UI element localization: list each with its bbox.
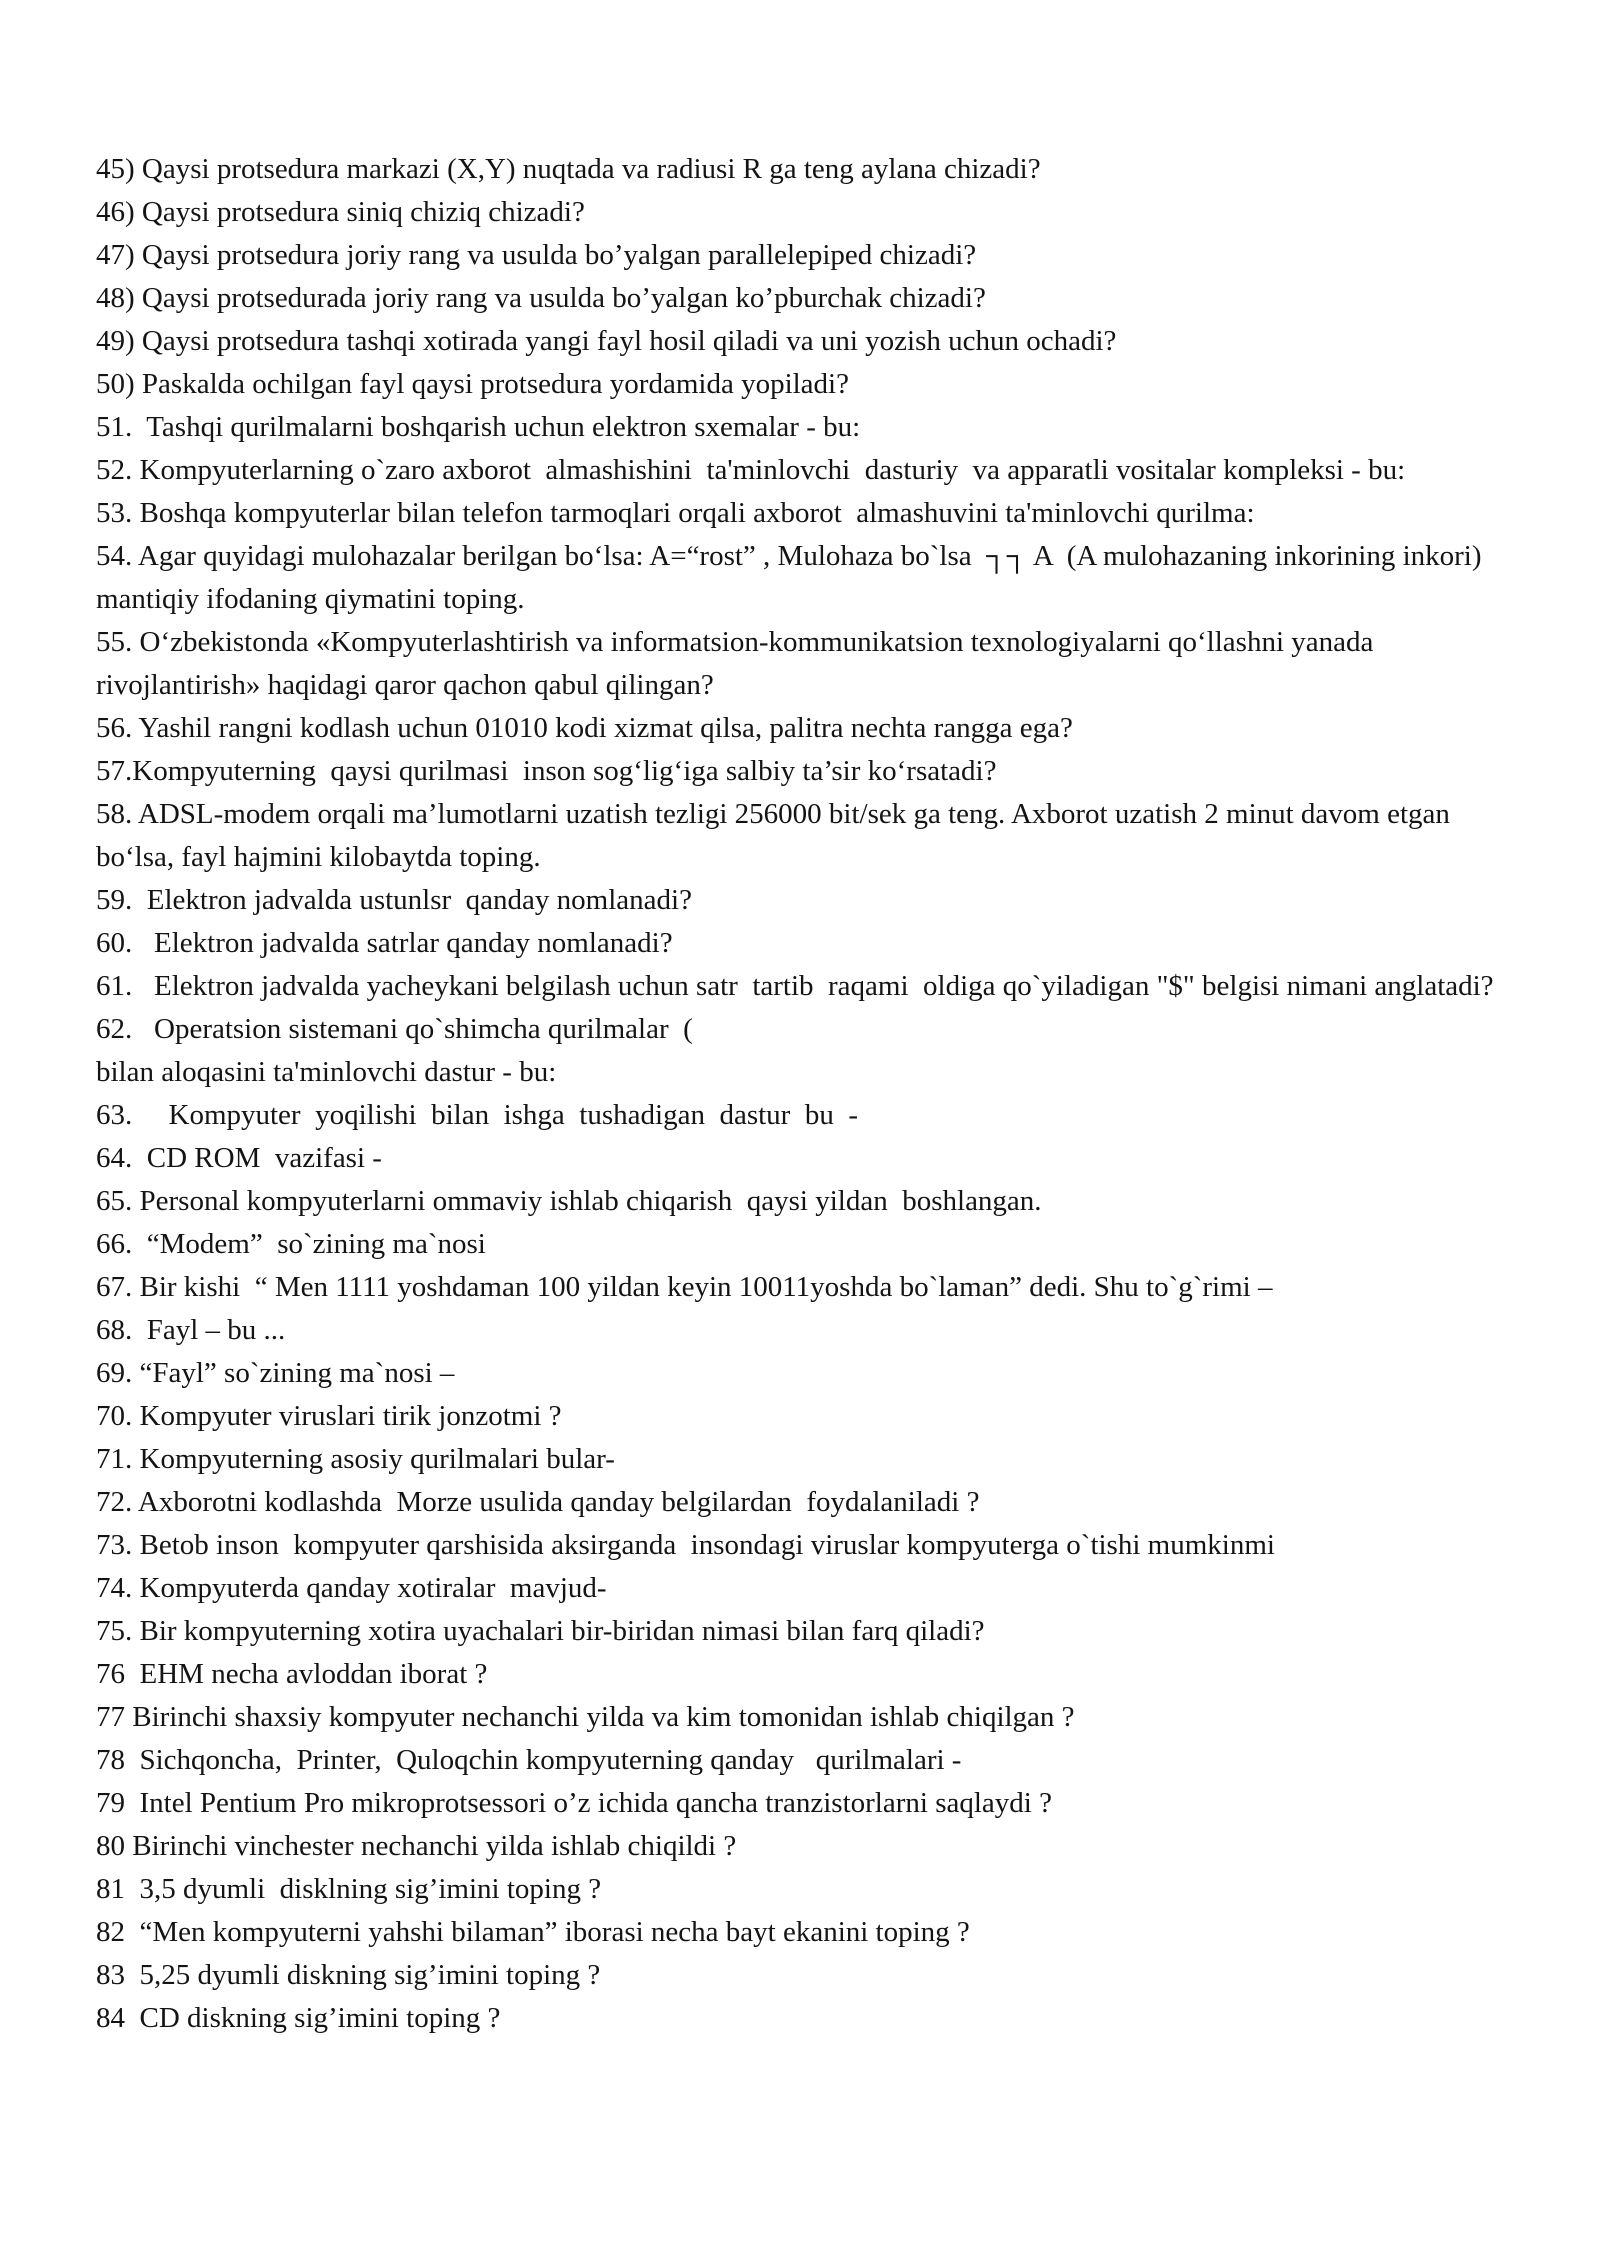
question-59: 59. Elektron jadvalda ustunlsr qanday nomlanadi?	[96, 884, 692, 916]
question-74: 74. Kompyuterda qanday xotiralar mavjud-	[96, 1572, 607, 1604]
question-83: 83 5,25 dyumli diskning sig’imini toping ?	[96, 1959, 601, 1991]
question-76: 76 EHM necha avloddan iborat ?	[96, 1658, 488, 1690]
question-57: 57.Kompyuterning qaysi qurilmasi inson sog‘lig‘iga salbiy ta’sir ko‘rsatadi?	[96, 755, 997, 787]
question-49: 49) Qaysi protsedura tashqi xotirada yangi fayl hosil qiladi va uni yozish uchun ochadi?	[96, 325, 1117, 357]
question-79: 79 Intel Pentium Pro mikroprotsessori o’z ichida qancha tranzistorlarni saqlaydi ?	[96, 1787, 1052, 1819]
question-65: 65. Personal kompyuterlarni ommaviy ishlab chiqarish qaysi yildan boshlangan.	[96, 1185, 1042, 1217]
question-64: 64. CD ROM vazifasi -	[96, 1142, 382, 1174]
question-67: 67. Bir kishi “ Men 1111 yoshdaman 100 yildan keyin 10011yoshda bo`laman” dedi. Shu to`g`rimi –	[96, 1271, 1273, 1303]
question-46: 46) Qaysi protsedura siniq chiziq chizadi?	[96, 196, 585, 228]
question-51: 51. Tashqi qurilmalarni boshqarish uchun elektron sxemalar - bu:	[96, 411, 861, 443]
question-71: 71. Kompyuterning asosiy qurilmalari bular-	[96, 1443, 615, 1475]
question-62: 62. Operatsion sistemani qo`shimcha qurilmalar (	[96, 1013, 693, 1045]
question-72: 72. Axborotni kodlashda Morze usulida qanday belgilardan foydalaniladi ?	[96, 1486, 980, 1518]
question-73: 73. Betob inson kompyuter qarshisida aksirganda insondagi viruslar kompyuterga o`tishi mumkinmi	[96, 1529, 1275, 1561]
question-80: 80 Birinchi vinchester nechanchi yilda ishlab chiqildi ?	[96, 1830, 737, 1862]
question-75: 75. Bir kompyuterning xotira uyachalari bir-biridan nimasi bilan farq qiladi?	[96, 1615, 985, 1647]
question-84: 84 CD diskning sig’imini toping ?	[96, 2002, 501, 2034]
question-68: 68. Fayl – bu ...	[96, 1314, 286, 1346]
question-77: 77 Birinchi shaxsiy kompyuter nechanchi yilda va kim tomonidan ishlab chiqilgan ?	[96, 1701, 1075, 1733]
question-48: 48) Qaysi protsedurada joriy rang va usulda bo’yalgan ko’pburchak chizadi?	[96, 282, 986, 314]
question-52: 52. Kompyuterlarning o`zaro axborot almashishini ta'minlovchi dasturiy va apparatli vositalar kompleksi - bu:	[96, 454, 1406, 486]
question-45: 45) Qaysi protsedura markazi (X,Y) nuqtada va radiusi R ga teng aylana chizadi?	[96, 153, 1041, 185]
question-69: 69. “Fayl” so`zining ma`nosi –	[96, 1357, 455, 1389]
question-62-continued: bilan aloqasini ta'minlovchi dastur - bu:	[96, 1056, 557, 1088]
question-58: 58. ADSL-modem orqali ma’lumotlarni uzatish tezligi 256000 bit/sek ga teng. Axborot uzatish 2 minut davom etgan bo‘lsa, fayl hajmini kilobaytda toping.	[96, 798, 1458, 873]
question-81: 81 3,5 dyumli disklning sig’imini toping ?	[96, 1873, 602, 1905]
question-54: 54. Agar quyidagi mulohazalar berilgan bo‘lsa: A=“rost” , Mulohaza bo`lsa ┐┐ A (A mulohazaning inkorining inkori) mantiqiy ifodaning qiymatini toping.	[96, 540, 1489, 615]
question-61: 61. Elektron jadvalda yacheykani belgilash uchun satr tartib raqami oldiga qo`yiladigan "$" belgisi nimani anglatadi?	[96, 970, 1494, 1002]
question-78: 78 Sichqoncha, Printer, Quloqchin kompyuterning qanday qurilmalari -	[96, 1744, 962, 1776]
question-47: 47) Qaysi protsedura joriy rang va usulda bo’yalgan parallelepiped chizadi?	[96, 239, 977, 271]
question-66: 66. “Modem” so`zining ma`nosi	[96, 1228, 486, 1260]
question-55: 55. O‘zbekistonda «Kompyuterlashtirish va informatsion-kommunikatsion texnologiyalarni qo‘llashni yanada rivojlantirish» haqidagi qaror qachon qabul qilingan?	[96, 626, 1381, 701]
question-60: 60. Elektron jadvalda satrlar qanday nomlanadi?	[96, 927, 673, 959]
question-53: 53. Boshqa kompyuterlar bilan telefon tarmoqlari orqali axborot almashuvini ta'minlovchi qurilma:	[96, 497, 1255, 529]
question-list	[96, 148, 1516, 2040]
question-50: 50) Paskalda ochilgan fayl qaysi protsedura yordamida yopiladi?	[96, 368, 849, 400]
question-70: 70. Kompyuter viruslari tirik jonzotmi ?	[96, 1400, 562, 1432]
question-56: 56. Yashil rangni kodlash uchun 01010 kodi xizmat qilsa, palitra nechta rangga ega?	[96, 712, 1073, 744]
question-82: 82 “Men kompyuterni yahshi bilaman” iborasi necha bayt ekanini toping ?	[96, 1916, 970, 1948]
question-63: 63. Kompyuter yoqilishi bilan ishga tushadigan dastur bu -	[96, 1099, 858, 1131]
